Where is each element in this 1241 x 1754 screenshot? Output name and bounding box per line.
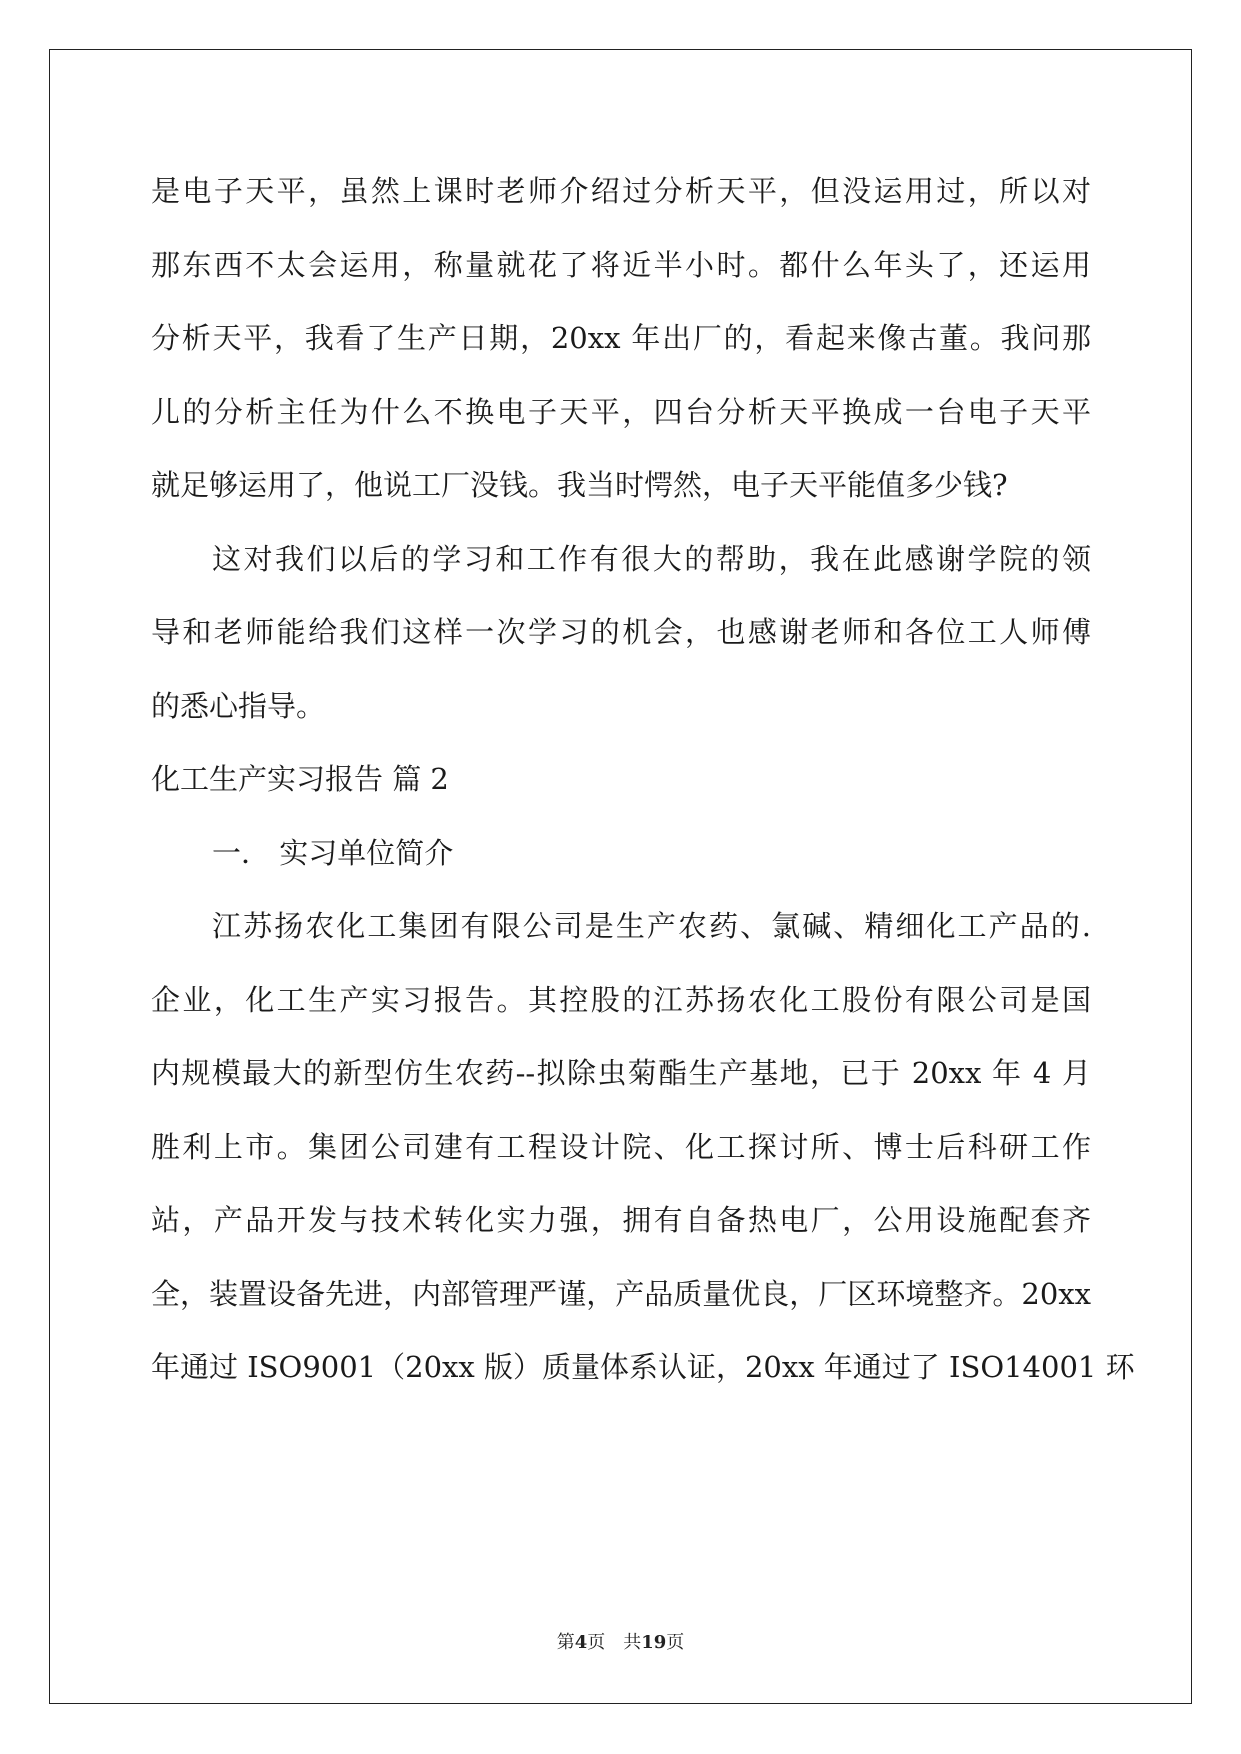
paragraph-line: 儿的分析主任为什么不换电子天平，四台分析天平换成一台电子天平 — [151, 394, 1091, 429]
paragraph-line: 这对我们以后的学习和工作有很大的帮助，我在此感谢学院的领 — [212, 541, 1091, 576]
paragraph-line: 全，装置设备先进，内部管理严谨，产品质量优良，厂区环境整齐。20xx — [151, 1276, 1091, 1311]
total-pages-number: 19 — [641, 1632, 667, 1653]
paragraph-line: 江苏扬农化工集团有限公司是生产农药、氯碱、精细化工产品的. — [212, 909, 1091, 943]
paragraph-line: 是电子天平，虽然上课时老师介绍过分析天平，但没运用过，所以对 — [151, 174, 1091, 208]
paragraph-line: 内规模最大的新型仿生农药--拟除虫菊酯生产基地，已于 20xx 年 4 月 — [151, 1056, 1091, 1090]
paragraph-line: 胜利上市。集团公司建有工程设计院、化工探讨所、博士后科研工作 — [151, 1129, 1091, 1164]
paragraph-line: 导和老师能给我们这样一次学习的机会，也感谢老师和各位工人师傅 — [151, 615, 1091, 649]
paragraph-line: 的悉心指导。 — [151, 688, 326, 723]
current-page-number: 4 — [574, 1632, 588, 1653]
footer-suffix: 页 — [666, 1632, 685, 1653]
paragraph-line: 企业，化工生产实习报告。其控股的江苏扬农化工股份有限公司是国 — [151, 982, 1091, 1017]
paragraph-line: 分析天平，我看了生产日期，20xx 年出厂的，看起来像古董。我问那 — [151, 321, 1091, 355]
paragraph-line: 那东西不太会运用，称量就花了将近半小时。都什么年头了，还运用 — [151, 247, 1091, 282]
paragraph-line: 就足够运用了，他说工厂没钱。我当时愕然，电子天平能值多少钱? — [151, 468, 1008, 502]
footer-middle: 页 共 — [587, 1632, 642, 1653]
paragraph-line: 年通过 ISO9001（20xx 版）质量体系认证，20xx 年通过了 ISO14001 环 — [151, 1350, 1135, 1384]
subsection-heading: 一． 实习单位简介 — [212, 835, 454, 870]
paragraph-line: 站，产品开发与技术转化实力强，拥有自备热电厂，公用设施配套齐 — [151, 1203, 1091, 1237]
document-body — [151, 155, 1135, 1405]
page-footer — [0, 1628, 1241, 1654]
footer-prefix: 第 — [556, 1632, 575, 1653]
section-heading: 化工生产实习报告 篇 2 — [151, 762, 449, 796]
